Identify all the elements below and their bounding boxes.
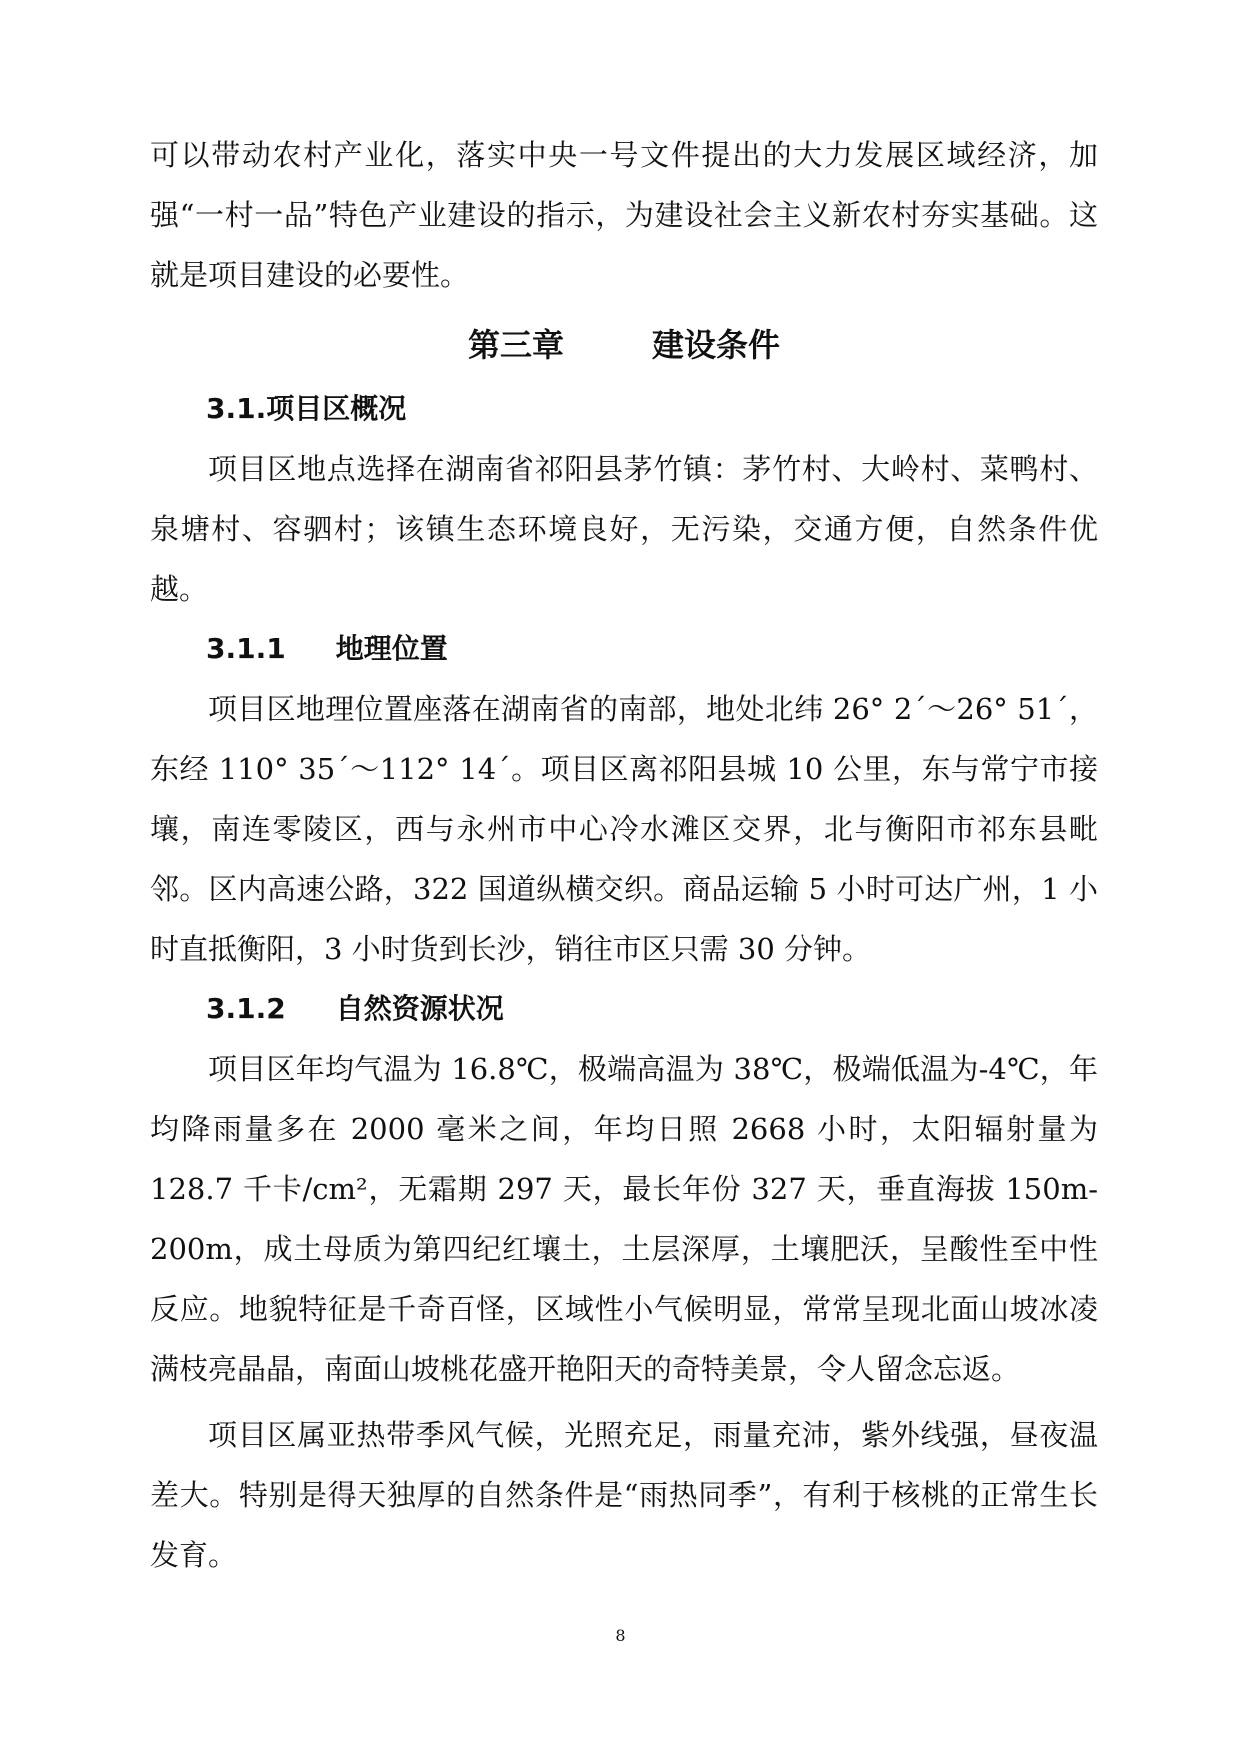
section-3-1-2-title: 自然资源状况	[335, 992, 504, 1025]
section-3-1-1-title: 地理位置	[335, 632, 448, 665]
chapter-number: 第三章	[467, 326, 564, 364]
section-3-1-1-paragraph: 项目区地理位置座落在湖南省的南部，地处北纬 26° 2´～26° 51´，东经 110° 35´～112° 14´。项目区离祁阳县城 10 公里，东与常宁市接壤，南连零陵区，西与永州市中心冷水滩区交界，北与衡阳市祁东县毗邻。区内高速公路，322 国道纵横交织。商品运输 5 小时可达广州，1 小时直抵衡阳，3 小时货到长沙，销往市区只需 30 分钟。	[150, 692, 1098, 966]
section-3-1-2-paragraph-1: 项目区年均气温为 16.8℃，极端高温为 38℃，极端低温为-4℃，年均降雨量多在 2000 毫米之间，年均日照 2668 小时，太阳辐射量为 128.7 千卡/cm²，无霜期 297 天，最长年份 327 天，垂直海拔 150m-200m，成土母质为第四纪红壤土，土层深厚，土壤肥沃，呈酸性至中性反应。地貌特征是千奇百怪，区域性小气候明显，常常呈现北面山坡冰凌满枝亮晶晶，南面山坡桃花盛开艳阳天的奇特美景，令人留念忘返。	[150, 1052, 1098, 1386]
section-heading-3-1-2	[150, 979, 1098, 1039]
section-3-1-paragraph: 项目区地点选择在湖南省祁阳县茅竹镇：茅竹村、大岭村、菜鸭村、泉塘村、容驷村；该镇生态环境良好，无污染，交通方便，自然条件优越。	[150, 452, 1098, 606]
page-number: 8	[615, 1626, 626, 1645]
section-3-1-2-paragraph-2: 项目区属亚热带季风气候，光照充足，雨量充沛，紫外线强，昼夜温差大。特别是得天独厚的自然条件是“雨热同季”，有利于核桃的正常生长发育。	[150, 1418, 1098, 1572]
intro-paragraph: 可以带动农村产业化，落实中央一号文件提出的大力发展区域经济，加强“一村一品”特色产业建设的指示，为建设社会主义新农村夯实基础。这就是项目建设的必要性。	[150, 138, 1098, 292]
chapter-name: 建设条件	[652, 326, 781, 364]
section-3-1-1-number: 3.1.1	[206, 632, 286, 665]
document-page	[150, 125, 1098, 1585]
section-heading-3-1-1	[150, 619, 1098, 679]
section-heading-3-1: 3.1.项目区概况	[206, 392, 407, 425]
chapter-title	[150, 313, 1098, 377]
section-3-1-2-number: 3.1.2	[206, 992, 286, 1025]
